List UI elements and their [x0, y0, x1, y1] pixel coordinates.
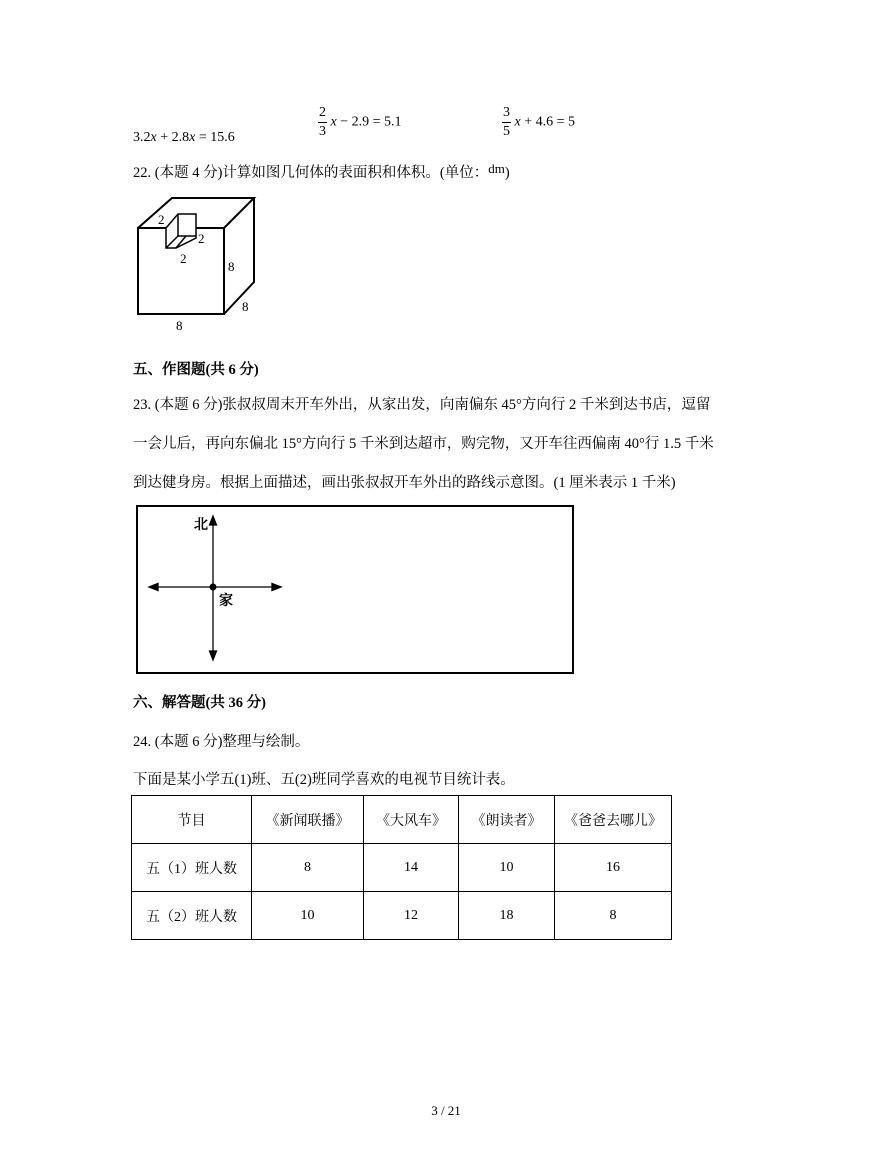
dim-notch-bottom: 2: [180, 251, 187, 266]
q23-line-1: 23. (本题 6 分)张叔叔周末开车外出，从家出发，向南偏东 45°方向行 2 千米到达书店，逗留: [133, 397, 711, 413]
table-cell: 12: [364, 892, 459, 940]
table-cell: 18: [459, 892, 555, 940]
table-header-cell: 《朗读者》: [459, 796, 555, 844]
dim-depth: 8: [242, 299, 249, 314]
table-header-cell: 《新闻联播》: [252, 796, 364, 844]
table-header-cell: 节目: [132, 796, 252, 844]
dim-width: 8: [176, 318, 183, 333]
table-cell: 8: [252, 844, 364, 892]
table-cell: 10: [459, 844, 555, 892]
equation-3: $\frac{3}{5}$ x + 4.6 = 5: [503, 105, 576, 139]
tv-program-table: [131, 795, 672, 940]
section-6-title: 六、解答题(共 36 分): [133, 695, 266, 711]
table-cell: 16: [555, 844, 672, 892]
equation-2: $\frac{2}{3}$ x − 2.9 = 5.1: [319, 105, 402, 139]
dim-notch-right: 2: [198, 231, 205, 246]
table-cell: 10: [252, 892, 364, 940]
table-header-cell: 《大风车》: [364, 796, 459, 844]
drawing-box[interactable]: [135, 504, 577, 676]
dim-height: 8: [228, 259, 235, 274]
dim-notch-top: 2: [158, 212, 165, 227]
question-22-text: 22. (本题 4 分)计算如图几何体的表面积和体积。(单位：dm): [133, 161, 510, 181]
table-header-cell: 《爸爸去哪儿》: [555, 796, 672, 844]
home-label: 家: [219, 593, 233, 609]
fraction: $\frac{3}{5}$: [503, 105, 510, 139]
table-cell: 五（1）班人数: [132, 844, 252, 892]
table-cell: 14: [364, 844, 459, 892]
table-row: [132, 892, 672, 940]
table-header-row: [132, 796, 672, 844]
q23-line-2: 一会儿后，再向东偏北 15°方向行 5 千米到达超市，购完物，又开车往西偏南 40°行 1.5 千米: [133, 436, 714, 452]
question-24-title: 24. (本题 6 分)整理与绘制。: [133, 734, 310, 750]
q23-line-3: 到达健身房。根据上面描述，画出张叔叔开车外出的路线示意图。(1 厘米表示 1 千米): [133, 475, 676, 491]
table-cell: 五（2）班人数: [132, 892, 252, 940]
equation-1: 3.2x + 2.8x = 15.6: [133, 130, 235, 145]
page-number: 3 / 21: [431, 1103, 461, 1118]
cube-figure: [128, 190, 268, 335]
table-row: [132, 844, 672, 892]
table-cell: 8: [555, 892, 672, 940]
question-24-desc: 下面是某小学五(1)班、五(2)班同学喜欢的电视节目统计表。: [133, 772, 515, 788]
fraction: $\frac{2}{3}$: [319, 105, 326, 139]
question-23-text: [133, 386, 783, 503]
north-label: 北: [194, 517, 208, 533]
section-5-title: 五、作图题(共 6 分): [133, 362, 259, 378]
